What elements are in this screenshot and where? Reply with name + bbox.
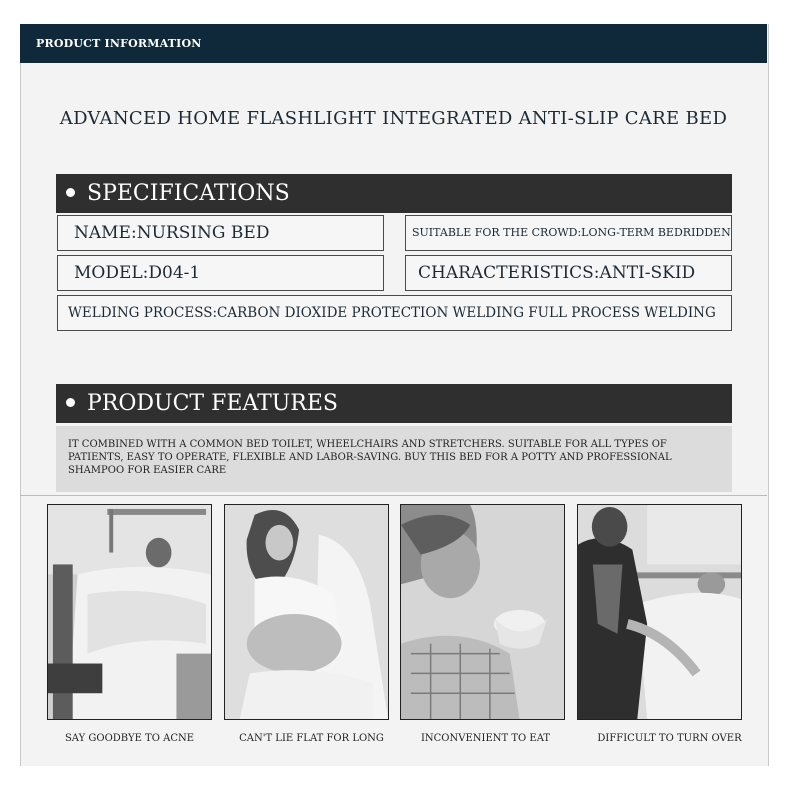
header-title: PRODUCT INFORMATION [36, 37, 202, 50]
photo-pregnant-woman [224, 504, 389, 720]
spec-model: MODEL:D04-1 [57, 255, 384, 291]
specifications-heading-bar [56, 174, 732, 213]
specifications-heading: SPECIFICATIONS [87, 181, 290, 206]
photo-caption: SAY GOODBYE TO ACNE [64, 733, 195, 744]
spec-characteristics: CHARACTERISTICS:ANTI-SKID [405, 255, 732, 291]
features-description [56, 426, 732, 492]
features-heading-bar [56, 384, 732, 423]
bullet-icon [66, 188, 75, 197]
photo-caregiver-turning-patient [577, 504, 742, 720]
spec-welding: WELDING PROCESS:CARBON DIOXIDE PROTECTION WELDING FULL PROCESS WELDING [57, 295, 732, 331]
section-divider [20, 495, 767, 496]
features-line: IT COMBINED WITH A COMMON BED TOILET, WHEELCHAIRS AND STRETCHERS. SUITABLE FOR ALL TYPES OF [68, 439, 667, 450]
photo-caption: DIFFICULT TO TURN OVER [597, 733, 742, 744]
spec-crowd: SUITABLE FOR THE CROWD:LONG-TERM BEDRIDDEN [405, 215, 732, 251]
features-heading: PRODUCT FEATURES [87, 391, 339, 416]
photo-caption: CAN'T LIE FLAT FOR LONG [239, 733, 384, 744]
spec-name: NAME:NURSING BED [57, 215, 384, 251]
product-title: ADVANCED HOME FLASHLIGHT INTEGRATED ANTI-SLIP CARE BED [59, 108, 728, 129]
photo-patient-in-bed [47, 504, 212, 720]
photo-elderly-eating [400, 504, 565, 720]
bullet-icon [66, 398, 75, 407]
header-bar [20, 24, 767, 63]
features-line: PATIENTS, EASY TO OPERATE, FLEXIBLE AND LABOR-SAVING. BUY THIS BED FOR A POTTY AND PROFESSIONAL [68, 452, 672, 463]
features-line: SHAMPOO FOR EASIER CARE [68, 465, 227, 476]
photo-caption: INCONVENIENT TO EAT [420, 733, 551, 744]
